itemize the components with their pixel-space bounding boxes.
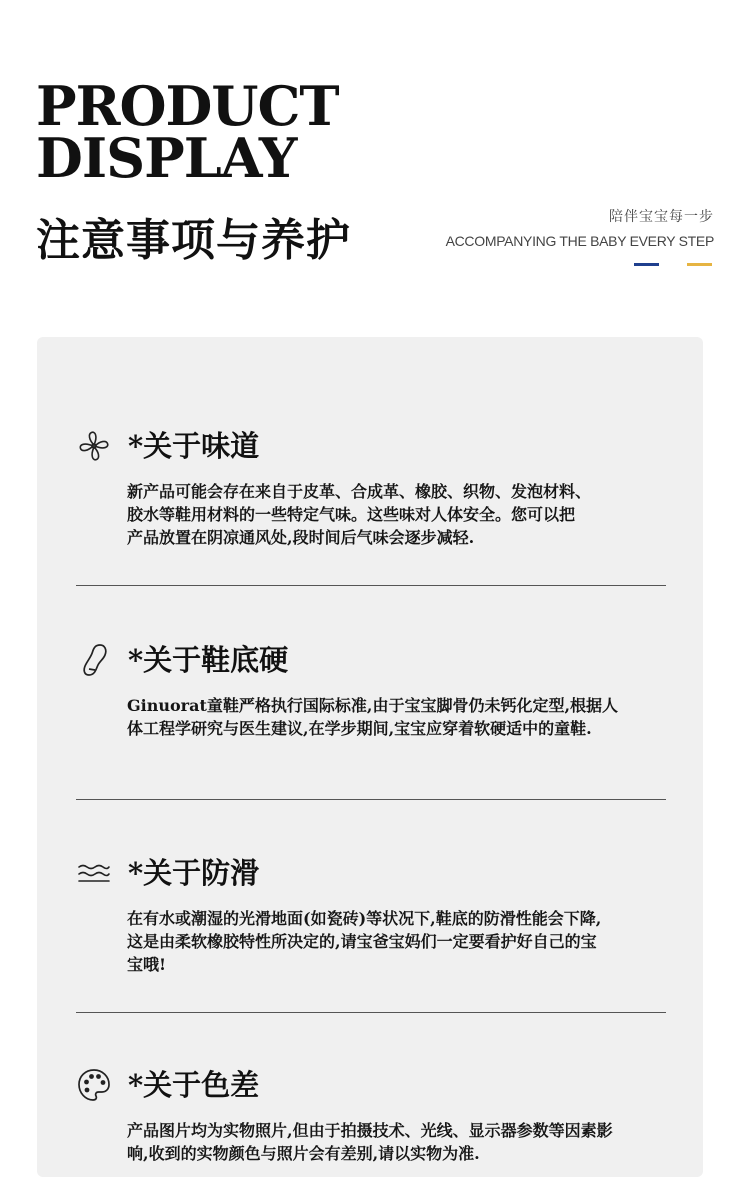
divider [76,585,666,586]
body-line: 产品图片均为实物照片,但由于拍摄技术、光线、显示器参数等因素影 [127,1121,613,1140]
body-line: 响,收到的实物颜色与照片会有差别,请以实物为准. [127,1144,480,1163]
divider [76,799,666,800]
fan-icon [76,428,112,464]
section-title: *关于鞋底硬 [128,643,289,677]
section-sole-hardness [76,638,676,740]
title-line-product: PRODUCT [36,74,339,138]
body-line: 在有水或潮湿的光滑地面(如瓷砖)等状况下,鞋底的防滑性能会下降, [127,909,602,928]
section-color-difference [76,1063,676,1165]
body-line: 产品放置在阴凉通风处,段时间后气味会逐步减轻. [127,528,475,547]
section-body [76,1107,676,1165]
body-line: 体工程学研究与医生建议,在学步期间,宝宝应穿着软硬适中的童鞋. [127,719,592,738]
section-header [76,1063,676,1107]
tagline-en: ACCOMPANYING THE BABY EVERY STEP [445,233,714,249]
section-header [76,424,676,468]
body-line: 新产品可能会存在来自于皮革、合成革、橡胶、织物、发泡材料、 [127,482,592,501]
shoe-sole-icon [76,642,112,678]
section-body [76,682,676,740]
section-anti-slip [76,851,676,976]
page-title-en [36,74,339,190]
accent-bar-blue [634,263,659,266]
section-title: *关于色差 [128,1068,260,1102]
tagline-cn: 陪伴宝宝每一步 [609,209,714,225]
accent-bar-gold [687,263,712,266]
section-title: *关于味道 [128,429,260,463]
body-line: 胶水等鞋用材料的一些特定气味。这些味对人体安全。您可以把 [127,505,576,524]
body-line: 宝哦! [127,955,167,974]
section-body [76,468,676,549]
section-smell [76,424,676,549]
page-title-cn: 注意事项与养护 [36,215,351,266]
section-body [76,895,676,976]
section-title: *关于防滑 [128,856,260,890]
waves-icon [76,855,112,891]
section-header [76,638,676,682]
section-header [76,851,676,895]
body-line: 这是由柔软橡胶特性所决定的,请宝爸宝妈们一定要看护好自己的宝 [127,932,597,951]
body-line: Ginuorat童鞋严格执行国际标准,由于宝宝脚骨仍未钙化定型,根据人 [127,696,619,715]
palette-icon [76,1067,112,1103]
title-line-display: DISPLAY [36,126,297,190]
divider [76,1012,666,1013]
